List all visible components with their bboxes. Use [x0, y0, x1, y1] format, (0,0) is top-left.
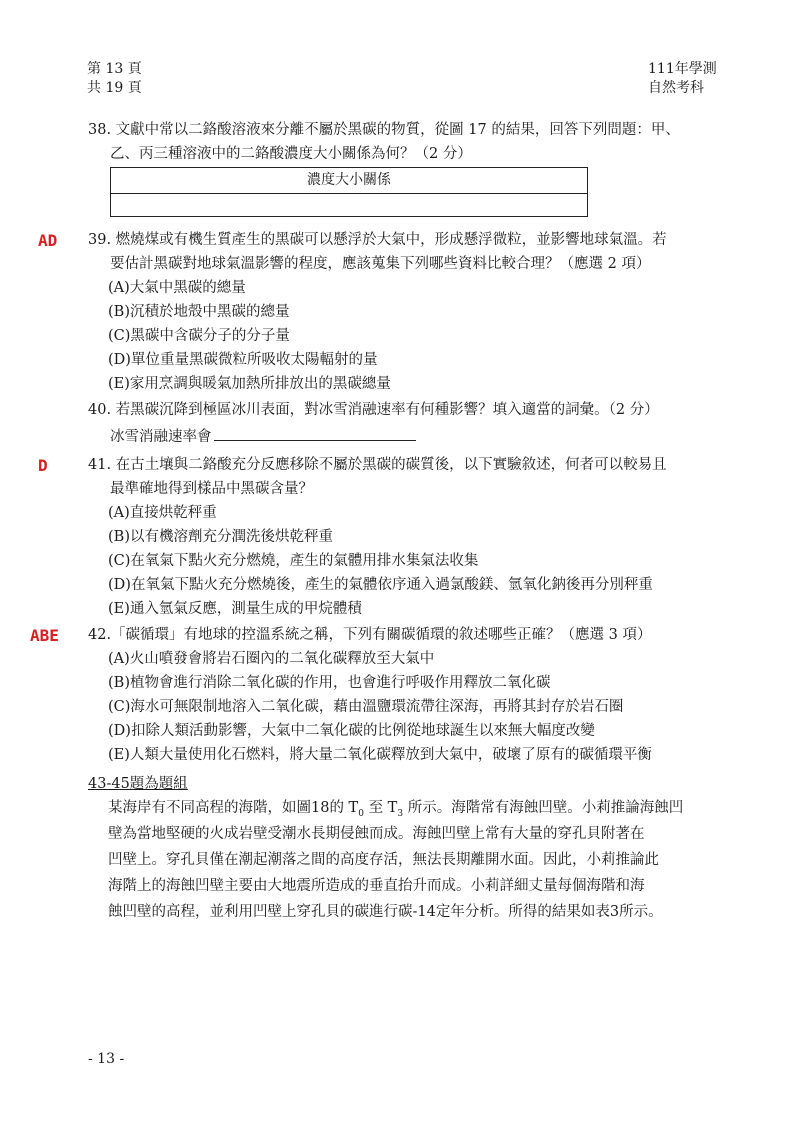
q40-text-line2: 冰雪消融速率會 — [110, 429, 212, 445]
footer-page-number: - 13 - — [88, 1051, 125, 1067]
q39-option-d[interactable]: (D)單位重量黑碳微粒所吸收太陽輻射的量 — [108, 352, 378, 368]
q41-option-c[interactable]: (C)在氧氣下點火充分燃燒，產生的氣體用排水集氣法收集 — [108, 553, 479, 569]
q42-option-b[interactable]: (B)植物會進行消除二氧化碳的作用，也會進行呼吸作用釋放二氧化碳 — [108, 675, 551, 691]
q41-text-line1: 41. 在古土壤與二鉻酸充分反應移除不屬於黑碳的碳質後，以下實驗敘述，何者可以較易且 — [88, 457, 667, 473]
subscript-3: 3 — [397, 808, 404, 819]
exam-title: 111年學測 — [648, 61, 717, 77]
group-passage-line4: 海階上的海蝕凹壁主要由大地震所造成的垂直抬升而成。小莉詳細丈量每個海階和海 — [108, 878, 645, 894]
q42-option-c[interactable]: (C)海水可無限制地溶入二氧化碳，藉由溫鹽環流帶往深海，再將其封存於岩石圈 — [108, 699, 624, 715]
q39-option-c[interactable]: (C)黑碳中含碳分子的分子量 — [108, 328, 290, 344]
q39-option-a[interactable]: (A)大氣中黑碳的總量 — [108, 280, 246, 296]
q41-option-e[interactable]: (E)通入氫氣反應，測量生成的甲烷體積 — [108, 601, 362, 617]
q41-option-a[interactable]: (A)直接烘乾秤重 — [108, 505, 217, 521]
q39-option-b[interactable]: (B)沉積於地殼中黑碳的總量 — [108, 304, 290, 320]
group-passage-line2: 壁為當地堅硬的火成岩壁受潮水長期侵蝕而成。海蝕凹壁上常有大量的穿孔貝附著在 — [108, 826, 645, 842]
passage-text: 所示。海階常有海蝕凹壁。小莉推論海蝕凹 — [403, 800, 684, 816]
group-passage-line3: 凹壁上。穿孔貝僅在潮起潮落之間的高度存活，無法長期離開水面。因此，小莉推論此 — [108, 852, 659, 868]
q39-answer-mark: AD — [38, 231, 58, 250]
page-number-label: 第 13 頁 — [87, 61, 142, 77]
q42-option-d[interactable]: (D)扣除人類活動影響，大氣中二氧化碳的比例從地球誕生以來無大幅度改變 — [108, 723, 595, 739]
q38-answer-table — [110, 167, 588, 217]
q39-text-line2: 要估計黑碳對地球氣溫影響的程度，應該蒐集下列哪些資料比較合理？（應選 2 項） — [110, 256, 651, 272]
q39-option-e[interactable]: (E)家用烹調與暖氣加熱所排放出的黑碳總量 — [108, 376, 391, 392]
subject-title: 自然考科 — [648, 80, 704, 96]
q38-text-line2: 乙、丙三種溶液中的二鉻酸濃度大小關係為何？（2 分） — [110, 146, 472, 162]
q40-text-line1: 40. 若黑碳沉降到極區冰川表面，對冰雪消融速率有何種影響？填入適當的詞彙。（2 分） — [88, 402, 659, 418]
q38-text-line1: 38. 文獻中常以二鉻酸溶液來分離不屬於黑碳的物質，從圖 17 的結果，回答下列問題：甲、 — [88, 122, 680, 138]
subscript-0: 0 — [358, 808, 364, 819]
passage-text: 至 T — [363, 800, 398, 816]
q39-text-line1: 39. 燃燒煤或有機生質產生的黑碳可以懸浮於大氣中，形成懸浮微粒，並影響地球氣溫。若 — [88, 232, 667, 248]
q40-answer-line — [110, 424, 416, 449]
q41-answer-mark: D — [38, 456, 48, 475]
q41-option-b[interactable]: (B)以有機溶劑充分潤洗後烘乾秤重 — [108, 529, 333, 545]
q42-option-a[interactable]: (A)火山噴發會將岩石圈內的二氧化碳釋放至大氣中 — [108, 651, 435, 667]
q41-text-line2: 最準確地得到樣品中黑碳含量？ — [110, 481, 313, 497]
passage-text: 某海岸有不同高程的海階，如圖18的 T — [108, 800, 359, 816]
q38-table-header: 濃度大小關係 — [111, 168, 587, 194]
group-passage-line5: 蝕凹壁的高程，並利用凹壁上穿孔貝的碳進行碳-14定年分析。所得的結果如表3所示。 — [108, 904, 663, 920]
q38-answer-cell[interactable] — [111, 194, 587, 218]
q40-answer-blank[interactable] — [214, 424, 416, 441]
q42-text-line1: 42.「碳循環」有地球的控溫系統之稱，下列有關碳循環的敘述哪些正確？（應選 3 項） — [88, 627, 652, 643]
group-title: 43-45題為題組 — [88, 776, 188, 792]
q42-answer-mark: ABE — [30, 626, 59, 645]
total-pages-label: 共 19 頁 — [87, 80, 142, 96]
q42-option-e[interactable]: (E)人類大量使用化石燃料，將大量二氧化碳釋放到大氣中，破壞了原有的碳循環平衡 — [108, 747, 652, 763]
q41-option-d[interactable]: (D)在氧氣下點火充分燃燒後，產生的氣體依序通入過氯酸鎂、氫氧化鈉後再分別秤重 — [108, 577, 653, 593]
